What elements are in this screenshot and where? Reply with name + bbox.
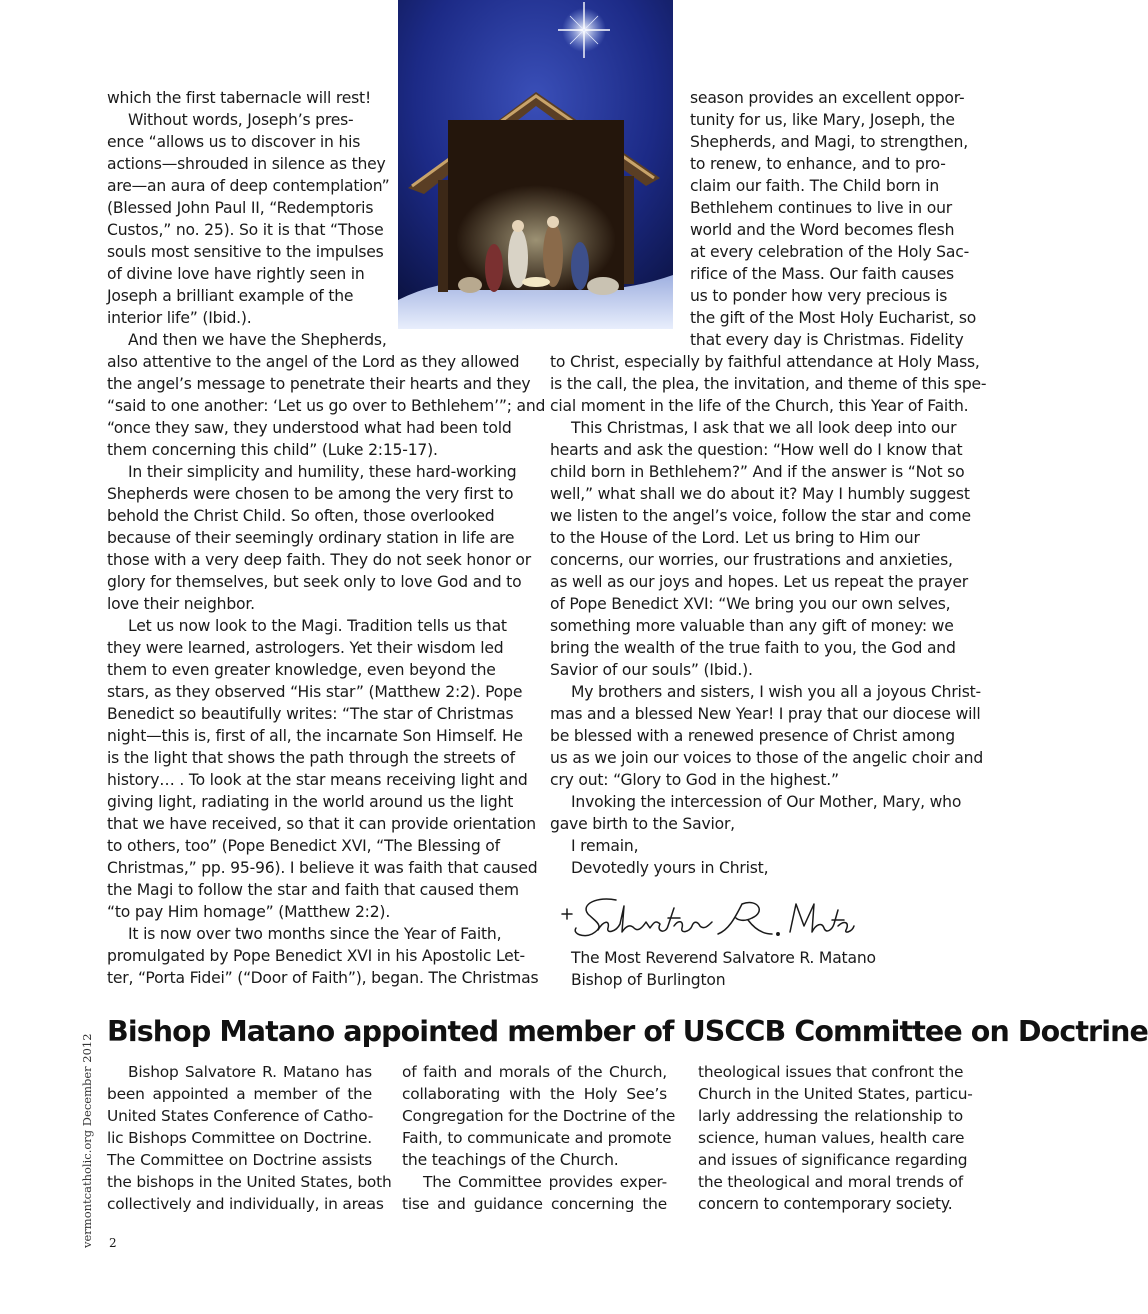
text-line: Shepherds were chosen to be among the very first to — [107, 485, 514, 503]
text-line: the gift of the Most Holy Eucharist, so — [690, 309, 977, 327]
text-line: that every day is Christmas. Fidelity — [690, 331, 964, 349]
text-line: I remain, — [571, 837, 639, 855]
text-line: behold the Christ Child. So often, those overlooked — [107, 507, 495, 525]
signoff-title: Bishop of Burlington — [571, 971, 726, 989]
text-line: Faith, to communicate and promote — [402, 1129, 672, 1147]
text-line: us to ponder how very precious is — [690, 287, 948, 305]
text-line: “said to one another: ‘Let us go over to Bethlehem’”; and — [107, 397, 546, 415]
text-line: In their simplicity and humility, these hard-working — [128, 463, 517, 481]
text-line: to Christ, especially by faithful attendance at Holy Mass, — [550, 353, 980, 371]
text-line: Benedict so beautifully writes: “The star of Christmas — [107, 705, 514, 723]
text-line: they were learned, astrologers. Yet their wisdom led — [107, 639, 504, 657]
text-line: something more valuable than any gift of money: we — [550, 617, 954, 635]
text-line: been appointed a member of the — [107, 1085, 372, 1103]
text-line: Custos,” no. 25). So it is that “Those — [107, 221, 384, 239]
text-line: collectively and individually, in areas — [107, 1195, 384, 1213]
text-line: of Pope Benedict XVI: “We bring you our own selves, — [550, 595, 951, 613]
text-line: the angel’s message to penetrate their hearts and they — [107, 375, 531, 393]
text-line: tunity for us, like Mary, Joseph, the — [690, 111, 955, 129]
text-line: us as we join our voices to those of the angelic choir and — [550, 749, 984, 767]
text-line: at every celebration of the Holy Sac- — [690, 243, 969, 261]
text-line: ter, “Porta Fidei” (“Door of Faith”), began. The Christmas — [107, 969, 539, 987]
text-line: cial moment in the life of the Church, this Year of Faith. — [550, 397, 969, 415]
text-line: souls most sensitive to the impulses — [107, 243, 384, 261]
text-line: It is now over two months since the Year of Faith, — [128, 925, 502, 943]
text-line: and issues of significance regarding — [698, 1151, 968, 1169]
text-line: the theological and moral trends of — [698, 1173, 963, 1191]
text-line: Without words, Joseph’s pres- — [128, 111, 354, 129]
text-line: (Blessed John Paul II, “Redemptoris — [107, 199, 374, 217]
text-line: love their neighbor. — [107, 595, 255, 613]
text-line: United States Conference of Catho- — [107, 1107, 374, 1125]
text-line: The Committee on Doctrine assists — [107, 1151, 372, 1169]
text-line: This Christmas, I ask that we all look deep into our — [571, 419, 957, 437]
text-line: interior life” (Ibid.). — [107, 309, 252, 327]
text-line: glory for themselves, but seek only to love God and to — [107, 573, 522, 591]
text-line: science, human values, health care — [698, 1129, 965, 1147]
text-line: cry out: “Glory to God in the highest.” — [550, 771, 839, 789]
text-line: the Magi to follow the star and faith that caused them — [107, 881, 519, 899]
text-line: to the House of the Lord. Let us bring to Him our — [550, 529, 920, 547]
text-line: promulgated by Pope Benedict XVI in his Apostolic Let- — [107, 947, 525, 965]
text-line: world and the Word becomes flesh — [690, 221, 955, 239]
text-line: My brothers and sisters, I wish you all a joyous Christ- — [571, 683, 981, 701]
text-line: “once they saw, they understood what had been told — [107, 419, 512, 437]
text-line: Christmas,” pp. 95-96). I believe it was faith that caused — [107, 859, 538, 877]
text-line: rifice of the Mass. Our faith causes — [690, 265, 954, 283]
text-line: hearts and ask the question: “How well do I know that — [550, 441, 963, 459]
text-line: actions—shrouded in silence as they — [107, 155, 386, 173]
text-line: of divine love have rightly seen in — [107, 265, 365, 283]
text-line: “to pay Him homage” (Matthew 2:2). — [107, 903, 391, 921]
text-line: the teachings of the Church. — [402, 1151, 619, 1169]
text-line: Savior of our souls” (Ibid.). — [550, 661, 753, 679]
vertical-sidebar-text: vermontcatholic.org December 2012 — [80, 1033, 94, 1248]
text-line: as well as our joys and hopes. Let us repeat the prayer — [550, 573, 968, 591]
text-line: lic Bishops Committee on Doctrine. — [107, 1129, 372, 1147]
text-line: bring the wealth of the true faith to you, the God and — [550, 639, 956, 657]
text-line: them to even greater knowledge, even beyond the — [107, 661, 496, 679]
text-line: we listen to the angel’s voice, follow the star and come — [550, 507, 971, 525]
page-number: 2 — [109, 1236, 117, 1250]
text-line: also attentive to the angel of the Lord as they allowed — [107, 353, 520, 371]
text-line: collaborating with the Holy See’s — [402, 1085, 667, 1103]
handwritten-signature — [558, 890, 858, 950]
text-line: And then we have the Shepherds, — [128, 331, 387, 349]
text-line: well,” what shall we do about it? May I humbly suggest — [550, 485, 970, 503]
text-line: stars, as they observed “His star” (Matthew 2:2). Pope — [107, 683, 523, 701]
text-line: Bethlehem continues to live in our — [690, 199, 952, 217]
text-line: mas and a blessed New Year! I pray that our diocese will — [550, 705, 981, 723]
text-line: season provides an excellent oppor- — [690, 89, 965, 107]
text-line: be blessed with a renewed presence of Christ among — [550, 727, 955, 745]
nativity-scene-image — [398, 0, 673, 329]
text-line: that we have received, so that it can provide orientation — [107, 815, 536, 833]
signoff-name: The Most Reverend Salvatore R. Matano — [571, 949, 876, 967]
text-line: to others, too” (Pope Benedict XVI, “The Blessing of — [107, 837, 500, 855]
text-line: Congregation for the Doctrine of the — [402, 1107, 676, 1125]
text-line: history… . To look at the star means receiving light and — [107, 771, 528, 789]
text-line: is the call, the plea, the invitation, and theme of this spe- — [550, 375, 987, 393]
text-line: is the light that shows the path through the streets of — [107, 749, 515, 767]
text-line: The Committee provides exper- — [423, 1173, 667, 1191]
text-line: tise and guidance concerning the — [402, 1195, 667, 1213]
text-line: theological issues that confront the — [698, 1063, 964, 1081]
text-line: giving light, radiating in the world around us the light — [107, 793, 514, 811]
text-line: those with a very deep faith. They do not seek honor or — [107, 551, 531, 569]
text-line: Bishop Salvatore R. Matano has — [128, 1063, 372, 1081]
text-line: Shepherds, and Magi, to strengthen, — [690, 133, 968, 151]
text-line: child born in Bethlehem?” And if the answer is “Not so — [550, 463, 965, 481]
text-line: Let us now look to the Magi. Tradition tells us that — [128, 617, 507, 635]
text-line: are—an aura of deep contemplation” — [107, 177, 390, 195]
text-line: the bishops in the United States, both — [107, 1173, 392, 1191]
article-headline: Bishop Matano appointed member of USCCB Committee on Doctrine — [107, 1015, 1148, 1048]
text-line: to renew, to enhance, and to pro- — [690, 155, 946, 173]
text-line: because of their seemingly ordinary station in life are — [107, 529, 515, 547]
text-line: concerns, our worries, our frustrations and anxieties, — [550, 551, 953, 569]
text-line: of faith and morals of the Church, — [402, 1063, 667, 1081]
text-line: Church in the United States, particu- — [698, 1085, 973, 1103]
text-line: gave birth to the Savior, — [550, 815, 735, 833]
text-line: claim our faith. The Child born in — [690, 177, 940, 195]
text-line: Joseph a brilliant example of the — [107, 287, 354, 305]
text-line: concern to contemporary society. — [698, 1195, 953, 1213]
text-line: Devotedly yours in Christ, — [571, 859, 769, 877]
text-line: which the first tabernacle will rest! — [107, 89, 372, 107]
text-line: Invoking the intercession of Our Mother, Mary, who — [571, 793, 962, 811]
text-line: them concerning this child” (Luke 2:15-17). — [107, 441, 438, 459]
text-line: night—this is, first of all, the incarnate Son Himself. He — [107, 727, 523, 745]
text-line: larly addressing the relationship to — [698, 1107, 963, 1125]
text-line: ence “allows us to discover in his — [107, 133, 361, 151]
